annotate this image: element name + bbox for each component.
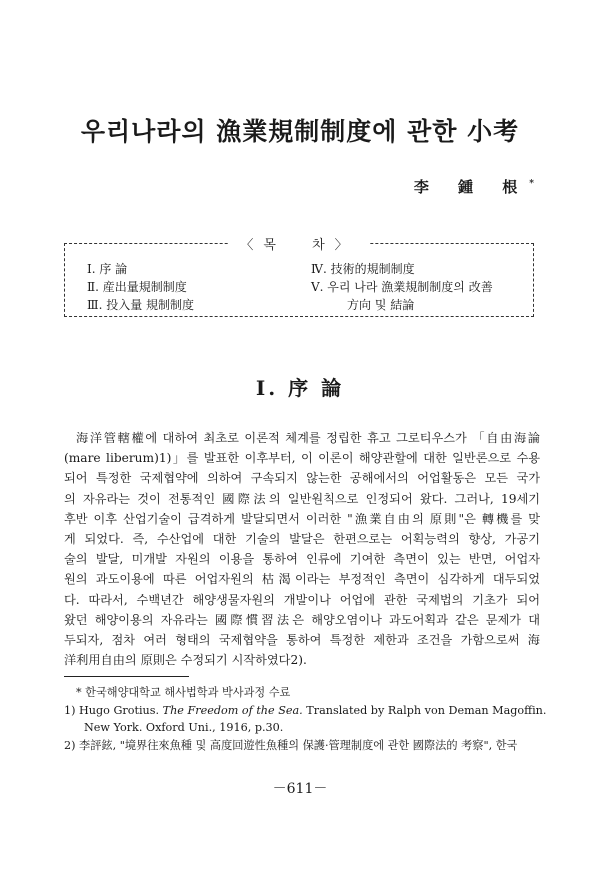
toc-left-column	[87, 260, 194, 314]
body-line: 원의 과도이용에 따른 어업자원의 枯渴이라는 부정적인 측면이 심각하게 대두되었	[64, 572, 540, 587]
body-line: 두되자, 점차 여러 형태의 국제협약을 통하여 특정한 제한과 조건을 가함으로써 海	[64, 632, 540, 647]
footnote-affiliation: * 한국해양대학교 해사법학과 박사과정 수료	[76, 686, 291, 699]
author-footnote-mark: *	[529, 179, 534, 189]
body-line: 후반 이후 산업기술이 급격하게 발달되면서 이러한 "漁業自由의 原則"은 轉機를 맞	[64, 511, 540, 526]
footnote-1-author: Hugo Grotius.	[79, 703, 160, 717]
footnote-1-title: The Freedom of the Sea.	[162, 703, 303, 717]
toc-item: Ⅰ. 序 論	[87, 262, 128, 276]
body-line: 술의 발달, 미개발 자원의 이용을 통하여 인류에 기여한 측면이 있는 반면, 어업자	[64, 552, 540, 567]
body-line: 海洋管轄權에 대하여 최초로 이론적 체계를 정립한 휴고 그로티우스가 「自由海論	[76, 431, 540, 445]
toc-item: Ⅴ. 우리 나라 漁業規制制度의 改善	[311, 280, 493, 294]
footnote-1-rest: Translated by Ralph von Deman Magoffin.	[306, 703, 547, 717]
body-line: 洋利用自由의 原則은 수정되기 시작하였다2).	[64, 653, 307, 668]
page-number: －611－	[272, 781, 328, 797]
toc-item: Ⅲ. 投入量 規制制度	[87, 298, 195, 312]
toc-caption-right: 차〉	[306, 238, 364, 253]
footnotes	[64, 684, 547, 754]
body-line: 되어 특정한 국제협약에 의하여 구속되지 않는한 공해에서의 어업활동은 모든 국가	[64, 471, 540, 486]
table-of-contents	[64, 238, 534, 317]
body-paragraph	[64, 428, 540, 670]
body-line: 왔던 해양이용의 자유라는 國際慣習法은 해양오염이나 과도어획과 같은 문제가 대	[64, 612, 540, 627]
toc-caption	[65, 234, 533, 253]
body-line: 의 자유라는 것이 전통적인 國際法의 일반원칙으로 인정되어 왔다. 그러나, 19세기	[64, 491, 540, 506]
author-name	[414, 176, 534, 197]
toc-item: 方向 및 結論	[347, 298, 415, 312]
footnote-divider	[64, 676, 189, 677]
paper-title: 우리나라의 漁業規制制度에 관한 小考	[80, 117, 520, 146]
body-line: 다. 따라서, 수백년간 해양생물자원의 개발이나 어업에 관한 국제법의 기초가 되어	[64, 592, 540, 607]
body-line: (mare liberum)1)」를 발표한 이후부터, 이 이론이 해양관할에 대한 일반론으로 수용	[64, 451, 540, 466]
author-text: 李 鍾 根	[413, 178, 530, 196]
body-line: 게 되었다. 즉, 수산업에 대한 기술의 발달은 한편으로는 어획능력의 향상, 가공기	[64, 531, 540, 546]
toc-item: Ⅳ. 技術的規制制度	[311, 262, 415, 276]
footnote-1	[64, 702, 547, 720]
footnote-1-continuation: New York. Oxford Uni., 1916, p.30.	[84, 721, 284, 734]
toc-caption-left: 〈목	[234, 238, 292, 253]
footnote-1-number: 1)	[64, 703, 76, 717]
section-heading: Ⅰ. 序 論	[255, 376, 345, 400]
toc-item: Ⅱ. 産出量規制制度	[87, 280, 187, 294]
toc-right-column	[311, 260, 493, 314]
footnote-2: 2) 李評鉉, "境界往來魚種 및 高度回遊性魚種의 保護·管理制度에 관한 國際法的 考察", 한국	[64, 738, 518, 752]
